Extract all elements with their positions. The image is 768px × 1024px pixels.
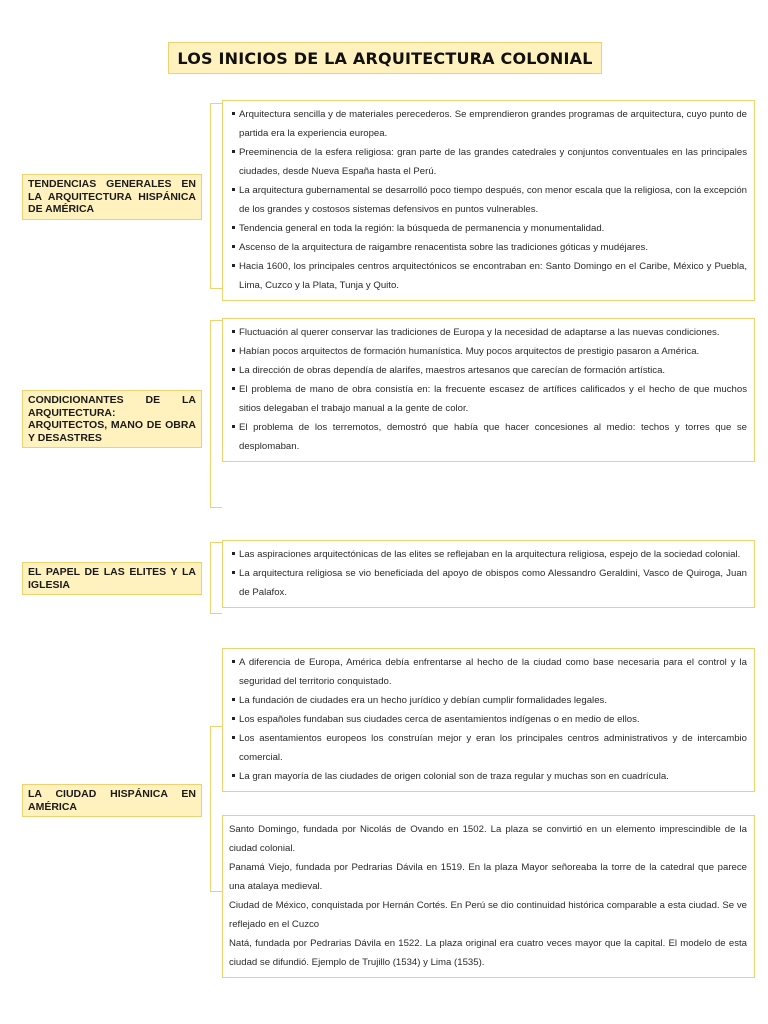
list-item: La fundación de ciudades era un hecho jurídico y debían cumplir formalidades legales. — [232, 691, 747, 710]
list-item: Ascenso de la arquitectura de raigambre renacentista sobre las tradiciones góticas y mudéjares. — [232, 238, 747, 257]
list-item: Habían pocos arquitectos de formación humanística. Muy pocos arquitectos de prestigio pasaron a América. — [232, 342, 747, 361]
content-box-condicionantes — [222, 318, 755, 462]
topic-tendencias: TENDENCIAS GENERALES EN LA ARQUITECTURA HISPÁNICA DE AMÉRICA — [22, 174, 202, 220]
content-box-tendencias — [222, 100, 755, 301]
list-item: Hacia 1600, los principales centros arquitectónicos se encontraban en: Santo Domingo en el Caribe, México y Puebla, Lima, Cuzco y la Plata, Tunja y Quito. — [232, 257, 747, 295]
example-paragraph: Panamá Viejo, fundada por Pedrarias Dávila en 1519. En la plaza Mayor señoreaba la torre de la catedral que parece una atalaya medieval. — [229, 862, 747, 892]
list-item: A diferencia de Europa, América debía enfrentarse al hecho de la ciudad como base necesaria para el control y la seguridad del territorio conquistado. — [232, 653, 747, 691]
example-paragraph: Natá, fundada por Pedrarias Dávila en 1522. La plaza original era cuatro veces mayor que la capital. El modelo de esta ciudad se difundió. Ejemplo de Trujillo (1534) y Lima (1535). — [229, 938, 747, 968]
content-box-ciudad — [222, 648, 755, 792]
example-paragraph: Santo Domingo, fundada por Nicolás de Ovando en 1502. La plaza se convirtió en un elemento imprescindible de la ciudad colonial. — [229, 824, 747, 854]
topic-condicionantes: CONDICIONANTES DE LA ARQUITECTURA: ARQUITECTOS, MANO DE OBRA Y DESASTRES — [22, 390, 202, 448]
list-item: Tendencia general en toda la región: la búsqueda de permanencia y monumentalidad. — [232, 219, 747, 238]
list-item: Arquitectura sencilla y de materiales perecederos. Se emprendieron grandes programas de arquitectura, cuyo punto de partida era la experiencia europea. — [232, 105, 747, 143]
list-item: El problema de mano de obra consistía en: la frecuente escasez de artífices calificados y el hecho de que muchos sitios delegaban el trabajo manual a la gente de color. — [232, 380, 747, 418]
bracket-connector — [210, 320, 211, 508]
content-box-elites — [222, 540, 755, 608]
topic-elites: EL PAPEL DE LAS ELITES Y LA IGLESIA — [22, 562, 202, 595]
topic-ciudad: LA CIUDAD HISPÁNICA EN AMÉRICA — [22, 784, 202, 817]
list-item: Los asentamientos europeos los construían mejor y eran los principales centros administrativos y de intercambio comercial. — [232, 729, 747, 767]
list-item: La arquitectura gubernamental se desarrolló poco tiempo después, con menor escala que la religiosa, con la excepción de los grandes y costosos sistemas defensivos en puntos vulnerables. — [232, 181, 747, 219]
list-item: Fluctuación al querer conservar las tradiciones de Europa y la necesidad de adaptarse a las nuevas condiciones. — [232, 323, 747, 342]
list-item: El problema de los terremotos, demostró que había que hacer concesiones al medio: techos y torres que se desplomaban. — [232, 418, 747, 456]
page-title: LOS INICIOS DE LA ARQUITECTURA COLONIAL — [168, 42, 602, 74]
bracket-connector — [210, 103, 211, 289]
list-item: Preeminencia de la esfera religiosa: gran parte de las grandes catedrales y conjuntos conventuales en las principales ciudades, desde Nueva España hasta el Perú. — [232, 143, 747, 181]
list-item: Las aspiraciones arquitectónicas de las elites se reflejaban en la arquitectura religiosa, espejo de la sociedad colonial. — [232, 545, 747, 564]
example-paragraph: Ciudad de México, conquistada por Hernán Cortés. En Perú se dio continuidad histórica comparable a esta ciudad. Se ve reflejado en el Cuzco — [229, 900, 747, 930]
list-item: Los españoles fundaban sus ciudades cerca de asentamientos indígenas o en medio de ellos. — [232, 710, 747, 729]
list-item: La arquitectura religiosa se vio beneficiada del apoyo de obispos como Alessandro Geraldini, Vasco de Quiroga, Juan de Palafox. — [232, 564, 747, 602]
bracket-connector — [210, 726, 211, 892]
bracket-connector — [210, 542, 211, 614]
examples-box-ciudades — [222, 815, 755, 978]
list-item: La gran mayoría de las ciudades de origen colonial son de traza regular y muchas son en cuadrícula. — [232, 767, 747, 786]
list-item: La dirección de obras dependía de alarifes, maestros artesanos que carecían de formación artística. — [232, 361, 747, 380]
